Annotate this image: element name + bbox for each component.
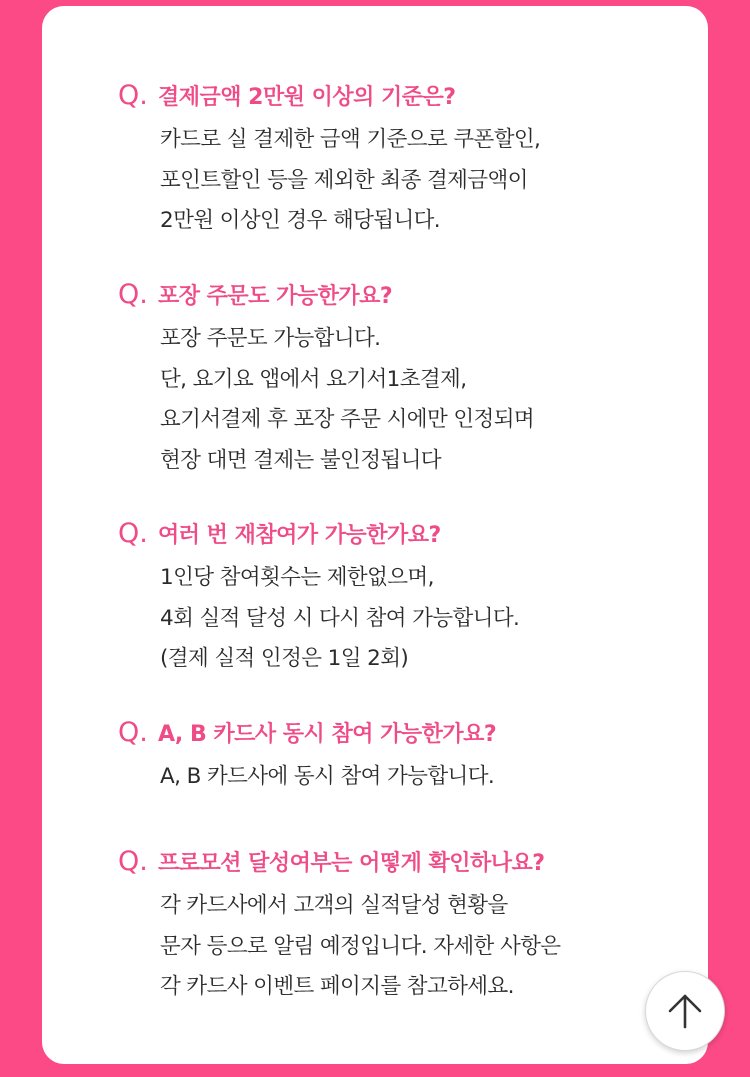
question-mark-label: Q. bbox=[118, 278, 148, 310]
faq-question-row bbox=[118, 516, 441, 550]
answer-line: 2만원 이상인 경우 해당됩니다. bbox=[160, 208, 441, 233]
answer-line: 각 카드사 이벤트 페이지를 참고하세요. bbox=[160, 974, 514, 999]
faq-answer bbox=[160, 757, 680, 798]
answer-line: 문자 등으로 알림 예정입니다. 자세한 사항은 bbox=[160, 933, 561, 959]
question-mark-label: Q. bbox=[118, 716, 148, 748]
faq-question-row bbox=[118, 78, 456, 112]
faq-question: 프로모션 달성여부는 어떻게 확인하나요? bbox=[158, 850, 545, 876]
answer-line: 각 카드사에서 고객의 실적달성 현황을 bbox=[160, 893, 508, 918]
answer-line: 카드로 실 결제한 금액 기준으로 쿠폰할인, bbox=[160, 127, 541, 152]
question-mark-label: Q. bbox=[118, 845, 148, 877]
faq-question: 포장 주문도 가능한가요? bbox=[158, 283, 393, 309]
answer-line: 1인당 참여횟수는 제한없으며, bbox=[160, 565, 434, 590]
answer-line: 포장 주문도 가능합니다. bbox=[160, 326, 381, 351]
answer-line: (결제 실적 인정은 1일 2회) bbox=[160, 646, 409, 671]
faq-question-row bbox=[118, 277, 392, 311]
faq-question-row bbox=[118, 715, 496, 749]
faq-answer bbox=[160, 886, 680, 1008]
answer-line: 4회 실적 달성 시 다시 참여 가능합니다. bbox=[160, 605, 520, 631]
arrow-up-icon bbox=[663, 989, 707, 1033]
question-mark-label: Q. bbox=[118, 79, 148, 111]
answer-line: A, B 카드사에 동시 참여 가능합니다. bbox=[160, 764, 495, 789]
faq-question-row bbox=[118, 844, 545, 878]
faq-answer bbox=[160, 120, 680, 242]
answer-line: 포인트할인 등을 제외한 최종 결제금액이 bbox=[160, 167, 528, 193]
faq-question: A, B 카드사 동시 참여 가능한가요? bbox=[158, 721, 497, 747]
answer-line: 요기서결제 후 포장 주문 시에만 인정되며 bbox=[160, 407, 535, 432]
answer-line: 단, 요기요 앱에서 요기서1초결제, bbox=[160, 366, 467, 392]
faq-answer bbox=[160, 558, 680, 680]
answer-line: 현장 대면 결제는 불인정됩니다 bbox=[160, 447, 441, 473]
question-mark-label: Q. bbox=[118, 517, 148, 549]
faq-question: 여러 번 재참여가 가능한가요? bbox=[158, 522, 441, 548]
faq-answer bbox=[160, 319, 680, 481]
faq-card bbox=[42, 6, 708, 1064]
scroll-to-top-button[interactable] bbox=[645, 971, 725, 1051]
faq-question: 결제금액 2만원 이상의 기준은? bbox=[158, 84, 456, 110]
